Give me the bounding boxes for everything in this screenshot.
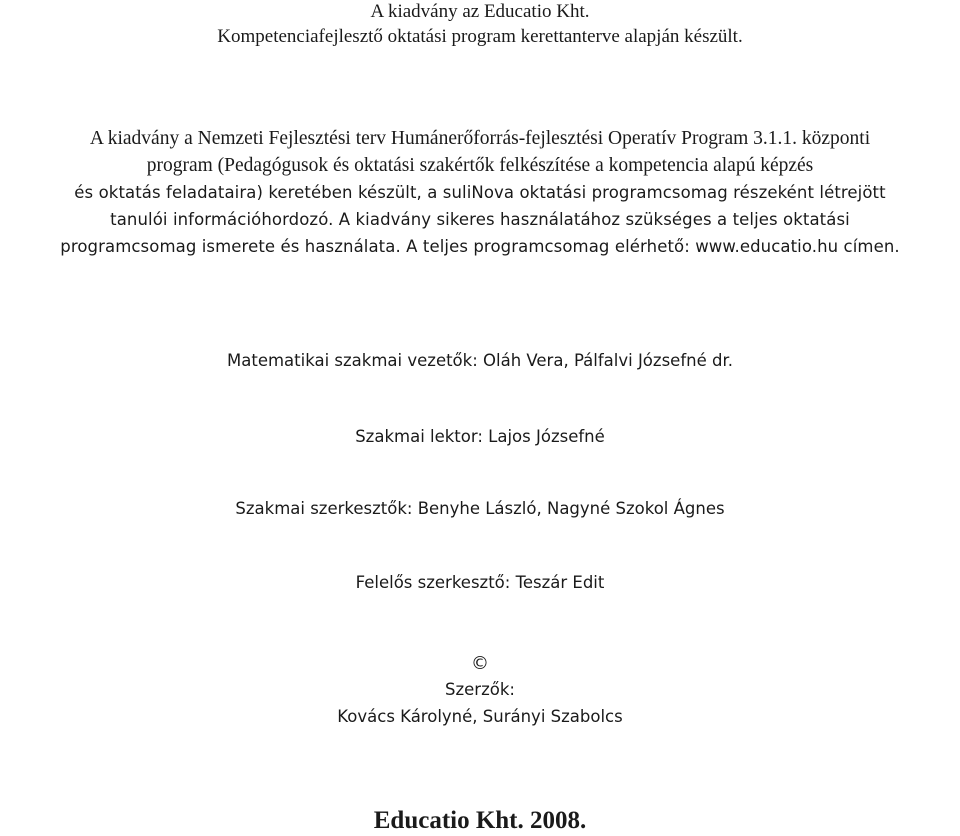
copyright-icon: © [471, 653, 489, 674]
reviewer-credit: Szakmai lektor: Lajos Józsefné [355, 427, 605, 446]
footer-imprint: Educatio Kht. 2008. [373, 807, 587, 834]
publisher-line-2: Kompetenciafejlesztő oktatási program kerettanterve alapján készült. [217, 26, 743, 47]
description-line: program (Pedagógusok és oktatási szakértők felkészítése a kompetencia alapú képzés [146, 155, 814, 176]
authors-names: Kovács Károlyné, Surányi Szabolcs [337, 707, 623, 726]
description-line: programcsomag ismerete és használata. A teljes programcsomag elérhető: www.educatio.hu címen. [60, 237, 900, 256]
description-paragraph [0, 125, 960, 260]
authors-label: Szerzők: [445, 680, 515, 699]
publisher-line-1: A kiadvány az Educatio Kht. [370, 1, 590, 22]
math-leads-credit: Matematikai szakmai vezetők: Oláh Vera, Pálfalvi Józsefné dr. [227, 351, 733, 370]
description-line: A kiadvány a Nemzeti Fejlesztési terv Humánerőforrás-fejlesztési Operatív Program 3.1.1. központi [89, 128, 871, 149]
description-line: tanulói információhordozó. A kiadvány sikeres használatához szükséges a teljes oktatási [110, 210, 850, 229]
editors-credit: Szakmai szerkesztők: Benyhe László, Nagyné Szokol Ágnes [235, 499, 725, 518]
responsible-editor-credit: Felelős szerkesztő: Teszár Edit [355, 573, 605, 592]
description-line: és oktatás feladataira) keretében készült, a suliNova oktatási programcsomag részeként létrejött [74, 183, 886, 202]
